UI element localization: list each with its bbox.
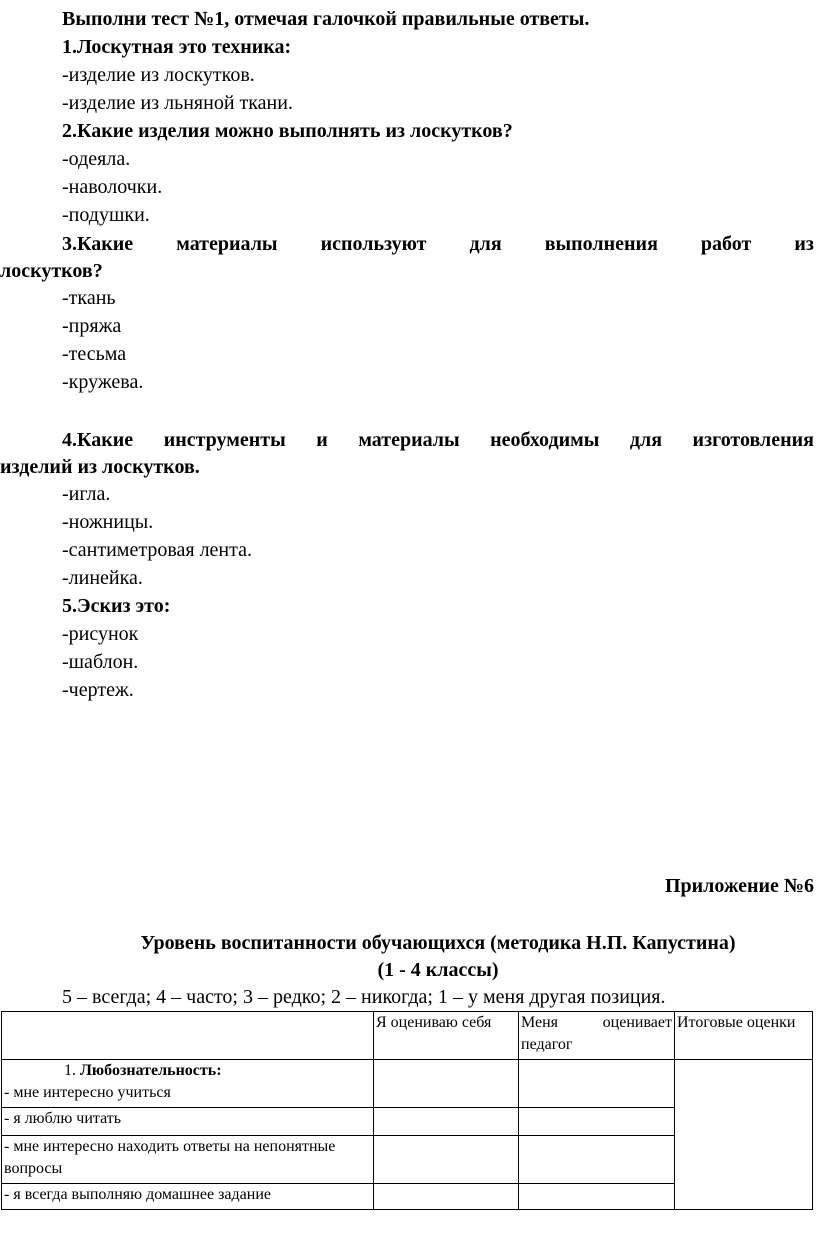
self-rating-cell[interactable] bbox=[374, 1060, 519, 1108]
answer-4-2: -ножницы. bbox=[62, 511, 154, 533]
question-4-line2: изделий из лоскутков. bbox=[0, 456, 200, 478]
header-self-rating: Я оцениваю себя bbox=[374, 1012, 519, 1060]
teacher-rating-cell[interactable] bbox=[519, 1060, 675, 1108]
section-title: Любознательность: bbox=[80, 1062, 222, 1079]
table-row bbox=[2, 1060, 813, 1108]
answer-5-3: -чертеж. bbox=[62, 679, 134, 701]
teacher-rating-cell[interactable] bbox=[519, 1184, 675, 1210]
answer-4-3: -сантиметровая лента. bbox=[62, 539, 252, 561]
header-teacher-rating: Меня оценивает педагог bbox=[519, 1012, 675, 1060]
assessment-table bbox=[1, 1011, 813, 1210]
answer-4-1: -игла. bbox=[62, 483, 111, 505]
answer-1-2: -изделие из льняной ткани. bbox=[62, 92, 293, 114]
answer-3-3: -тесьма bbox=[62, 343, 127, 365]
criterion-label: - мне интересно учиться bbox=[4, 1084, 171, 1101]
table-header-row bbox=[2, 1012, 813, 1060]
criterion-cell bbox=[2, 1060, 374, 1108]
header-final-rating: Итоговые оценки bbox=[675, 1012, 813, 1060]
question-2: 2.Какие изделия можно выполнять из лоскутков? bbox=[62, 120, 513, 142]
answer-2-3: -подушки. bbox=[62, 204, 150, 226]
self-rating-cell[interactable] bbox=[374, 1108, 519, 1136]
question-1: 1.Лоскутная это техника: bbox=[62, 36, 292, 58]
teacher-rating-cell[interactable] bbox=[519, 1108, 675, 1136]
question-3-line2: лоскутков? bbox=[0, 260, 103, 282]
criterion-label: - мне интересно находить ответы на непонятные вопросы bbox=[2, 1136, 374, 1184]
header-cell-empty bbox=[2, 1012, 374, 1060]
test-title: Выполни тест №1, отмечая галочкой правильные ответы. bbox=[62, 8, 590, 30]
question-5: 5.Эскиз это: bbox=[62, 595, 171, 617]
criterion-label: - я всегда выполняю домашнее задание bbox=[2, 1184, 374, 1210]
answer-5-2: -шаблон. bbox=[62, 651, 139, 673]
answer-4-4: -линейка. bbox=[62, 567, 143, 589]
criterion-label: - я люблю читать bbox=[2, 1108, 374, 1136]
answer-2-2: -наволочки. bbox=[62, 176, 163, 198]
appendix-title-line2: (1 - 4 классы) bbox=[377, 959, 499, 981]
answer-3-2: -пряжа bbox=[62, 315, 122, 337]
self-rating-cell[interactable] bbox=[374, 1184, 519, 1210]
appendix-label: Приложение №6 bbox=[664, 875, 814, 897]
appendix-title-line1: Уровень воспитанности обучающихся (методика Н.П. Капустина) bbox=[140, 932, 736, 954]
answer-3-4: -кружева. bbox=[62, 371, 144, 393]
question-4-line1: 4.Какие инструменты и материалы необходимы для изготовления bbox=[62, 429, 814, 451]
answer-2-1: -одеяла. bbox=[62, 148, 131, 170]
answer-1-1: -изделие из лоскутков. bbox=[62, 64, 255, 86]
final-rating-cell[interactable] bbox=[675, 1060, 813, 1210]
rating-scale: 5 – всегда; 4 – часто; 3 – редко; 2 – никогда; 1 – у меня другая позиция. bbox=[62, 986, 666, 1008]
answer-3-1: -ткань bbox=[62, 287, 116, 309]
question-3-line1: 3.Какие материалы используют для выполнения работ из bbox=[62, 233, 814, 255]
self-rating-cell[interactable] bbox=[374, 1136, 519, 1184]
teacher-rating-cell[interactable] bbox=[519, 1136, 675, 1184]
answer-5-1: -рисунок bbox=[62, 623, 139, 645]
section-number: 1. bbox=[64, 1062, 76, 1079]
